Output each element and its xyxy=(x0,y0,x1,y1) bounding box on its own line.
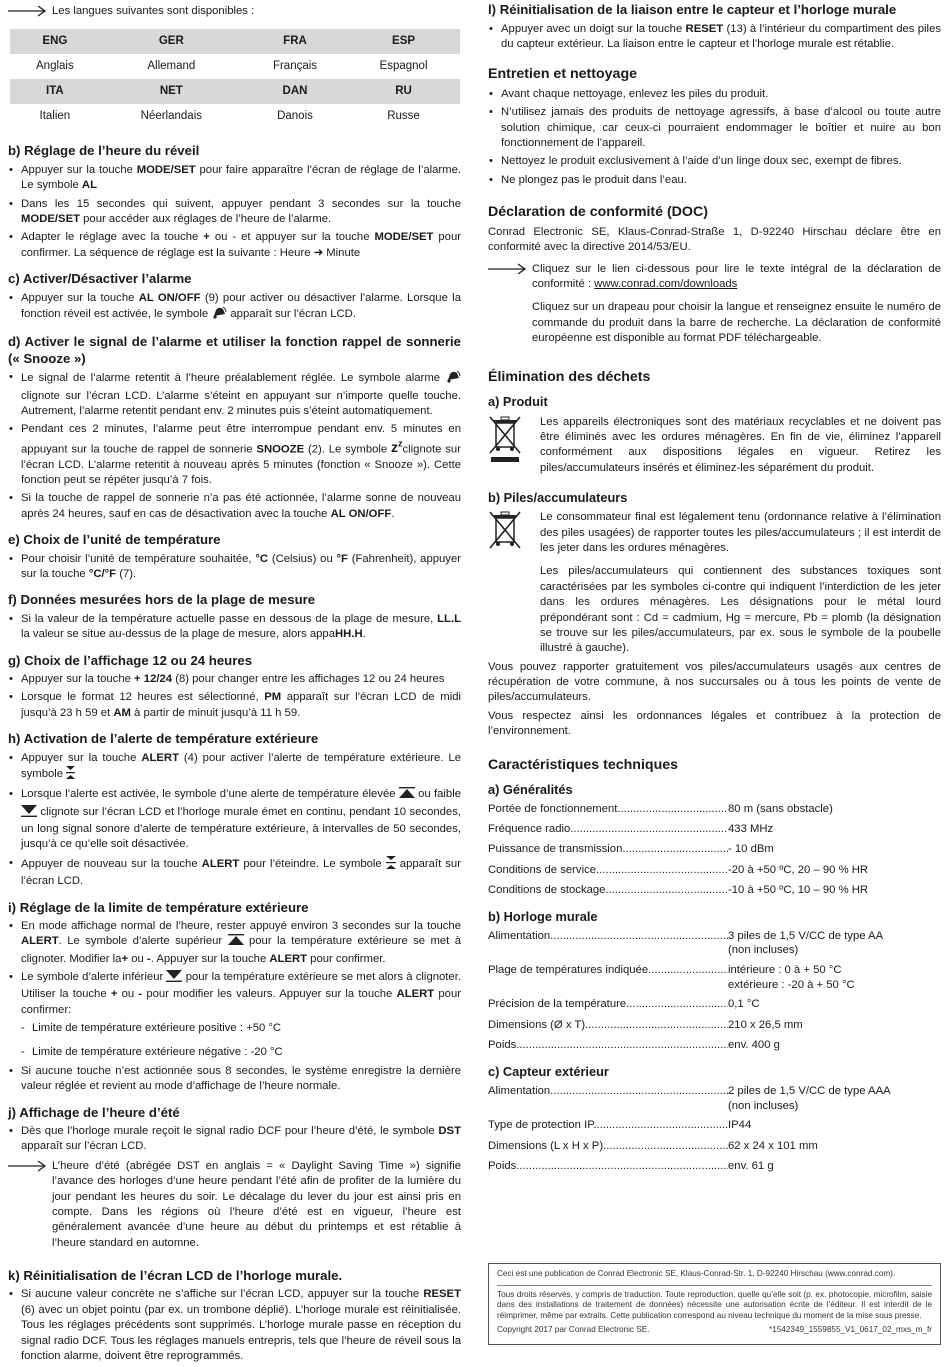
spec-row: Conditions de stockage ..... -10 à +50 ºC, 10 – 90 % HR xyxy=(488,883,941,898)
spec-row: Dimensions (Ø x T) ..... 210 x 26,5 mm xyxy=(488,1018,941,1033)
lang-code: DAN xyxy=(243,79,347,104)
disposal-p1: Vous pouvez rapporter gratuitement vos piles/accumulateurs usagés aux centres de récupération de votre commune, à nos succursales ou à tous les points de vente de piles/accumulateurs. xyxy=(488,660,941,704)
lower-alert-icon xyxy=(166,970,182,987)
lang-name: Néerlandais xyxy=(140,110,202,123)
lang-code: ENG xyxy=(10,29,100,54)
section-d-title: d) Activer le signal de l’alarme et utiliser la fonction rappel de sonnerie (« Snooze ») xyxy=(8,334,461,366)
section-i-list xyxy=(8,919,461,1018)
list-item: • Si aucune touche n’est actionnée sous 8 secondes, le système enregistre la dernière valeur réglée et revient au mode d’affichage de l’heure normale. xyxy=(8,1064,461,1095)
crossed-bin-icon xyxy=(488,510,540,555)
lang-name: Russe xyxy=(387,110,420,123)
specs-clock-title: b) Horloge murale xyxy=(488,909,598,925)
temperature-alert-icon xyxy=(386,856,396,874)
list-item: • Si la touche de rappel de sonnerie n’a pas été actionnée, l’alarme sonne de nouveau après 24 heures, sauf en cas de désactivation avec la touche AL ON/OFF. xyxy=(8,491,461,522)
high-temperature-alert-icon xyxy=(399,787,415,804)
list-item: • Le signal de l’alarme retentit à l’heure préalablement réglée. Le symbole alarme clignote sur l’écran LCD. L’alarme s’éteint en appuyant sur n’importe quelle touche. Autrement, l’alarme retentit pendant env. 2 minutes puis s’éteint automatiquement. xyxy=(8,370,461,419)
list-item: • Pour choisir l’unité de température souhaitée, °C (Celsius) ou °F (Fahrenheit), appuyer sur la touche °C/°F (7). xyxy=(8,552,461,583)
low-temperature-alert-icon xyxy=(21,805,37,822)
spec-row: Alimentation ..... 2 piles de 1,5 V/CC de type AAA (non incluses) xyxy=(488,1084,941,1113)
disposal-a-title: a) Produit xyxy=(488,394,548,410)
list-item: • Appuyer avec un doigt sur la touche RESET (13) à l’intérieur du compartiment des piles du capteur extérieur. La liaison entre le capteur et l’horloge murale est rétablie. xyxy=(488,22,941,53)
section-j-title: j) Affichage de l’heure d’été xyxy=(8,1104,180,1120)
section-i-limits xyxy=(8,1021,461,1060)
snooze-icon: $z^z$ xyxy=(391,438,403,456)
language-table xyxy=(10,29,460,129)
doc-note-body xyxy=(532,262,941,350)
temperature-alert-icon xyxy=(66,766,75,784)
list-item: • Lorsque l’alerte est activée, le symbole d’une alerte de température élevée ou faible clignote sur l’écran LCD et l’horloge murale émet en continu, pendant 10 secondes, un long signal sonore d’alerte de température extérieure, à intervalles de 50 secondes, jusqu’à ce qu’elle soit désactivée. xyxy=(8,787,461,852)
publication-footer xyxy=(488,1263,941,1345)
list-item: • Dès que l’horloge murale reçoit le signal radio DCF pour l’heure d’été, le symbole DST apparaît sur l’écran LCD. xyxy=(8,1124,461,1155)
footer-code: *1542349_1559855_V1_0617_02_mxs_m_fr xyxy=(769,1325,932,1334)
footer-bottom xyxy=(497,1325,932,1336)
dst-note xyxy=(8,1159,461,1254)
disposal-p2: Vous respectez ainsi les ordonnances légales et contribuez à la protection de l’environnement. xyxy=(488,709,941,738)
section-e-list xyxy=(8,552,461,583)
spec-row: Portée de fonctionnement ..... 80 m (sans obstacle) xyxy=(488,802,941,817)
specs-general-title: a) Généralités xyxy=(488,782,573,798)
disposal-batteries xyxy=(488,510,941,659)
list-item: - Limite de température extérieure positive : +50 °C xyxy=(8,1021,461,1036)
doc-text: Conrad Electronic SE, Klaus-Conrad-Straße 1, D-92240 Hirschau déclare être en conformité avec la directive 2014/53/EU. xyxy=(488,225,941,254)
upper-alert-icon xyxy=(228,934,244,951)
lang-name: Espagnol xyxy=(379,60,428,73)
disposal-b-text1: Le consommateur final est légalement tenu (ordonnance relative à l’élimination des piles usagées) de rapporter toutes les piles/accumulateurs ; il est interdit de les jeter dans les ordures ménagères. xyxy=(540,511,941,555)
spec-row: Poids ..... env. 400 g xyxy=(488,1038,941,1053)
section-f-title: f) Données mesurées hors de la plage de mesure xyxy=(8,592,316,608)
alarm-bell-icon xyxy=(211,306,227,324)
list-item: • Si la valeur de la température actuelle passe en dessous de la plage de mesure, LL.L la valeur se situe au-dessus de la plage de mesure, alors appaHH.H. xyxy=(8,612,461,643)
specs-general xyxy=(488,802,941,899)
lang-code: RU xyxy=(347,79,460,104)
spec-row: Fréquence radio ..... 433 MHz xyxy=(488,822,941,837)
language-note xyxy=(8,4,461,19)
section-k-title: k) Réinitialisation de l’écran LCD de l’horloge murale. xyxy=(8,1267,343,1283)
doc-note-2: Cliquez sur un drapeau pour choisir la langue et renseignez ensuite le numéro de commande du produit dans la barre de recherche. La déclaration de conformité européenne est disponible au format PDF téléchargeable. xyxy=(532,301,941,345)
section-c-title: c) Activer/Désactiver l’alarme xyxy=(8,271,192,287)
section-e-title: e) Choix de l’unité de température xyxy=(8,532,221,548)
spec-row: Alimentation ..... 3 piles de 1,5 V/CC de type AA (non incluses) xyxy=(488,929,941,958)
list-item: • En mode affichage normal de l’heure, rester appuyé environ 3 secondes sur la touche ALERT. Le symbole d’alerte supérieur pour la température extérieure se met à clignoter. Modifier la+ ou -. Appuyer sur la touche ALERT pour confirmer. xyxy=(8,919,461,967)
section-k-list xyxy=(8,1287,461,1364)
doc-note-1: Cliquez sur le lien ci-dessous pour lire le texte intégral de la déclaration de conformité : www.conrad.com/downloads xyxy=(532,262,941,290)
disposal-product xyxy=(488,415,941,479)
list-item: • N’utilisez jamais des produits de nettoyage agressifs, à base d’alcool ou toute autre solution chimique, car ceux-ci pourraient endommager le boîtier et nuire au bon fonctionnement de l’appareil. xyxy=(488,105,941,151)
lang-name: Italien xyxy=(39,110,71,123)
downloads-link[interactable]: www.conrad.com/downloads xyxy=(594,277,738,290)
lang-code: FRA xyxy=(243,29,347,54)
spec-row: Puissance de transmission ..... - 10 dBm xyxy=(488,842,941,857)
list-item: • Appuyer sur la touche + 12/24 (8) pour changer entre les affichages 12 ou 24 heures xyxy=(8,672,461,687)
specs-sensor-title: c) Capteur extérieur xyxy=(488,1064,609,1080)
lang-name: Français xyxy=(272,60,318,73)
arrow-icon xyxy=(488,262,532,275)
list-item: • Nettoyez le produit exclusivement à l’aide d’un linge doux sec, exempt de fibres. xyxy=(488,154,941,169)
maintenance-list xyxy=(488,87,941,188)
specs-clock xyxy=(488,929,941,1054)
list-item: • Appuyer sur la touche ALERT (4) pour activer l’alerte de température extérieure. Le symbole xyxy=(8,751,461,785)
spec-row: Plage de températures indiquée ..... intérieure : 0 à + 50 °C extérieure : -20 à + 50 °C xyxy=(488,963,941,992)
lang-code: ITA xyxy=(10,79,100,104)
specs-sensor xyxy=(488,1084,941,1174)
section-h-list xyxy=(8,751,461,890)
lang-code: ESP xyxy=(347,29,460,54)
list-item: • Adapter le réglage avec la touche + ou - et appuyer sur la touche MODE/SET pour confirmer. La séquence de réglage est la suivante : Heure ➜ Minute xyxy=(8,230,461,261)
footer-divider xyxy=(497,1285,932,1286)
list-item: • Le symbole d’alerte inférieur pour la température extérieure se met alors à clignoter. Utiliser la touche + ou - pour modifier les valeurs. Appuyer sur la touche ALERT pour confirmer: xyxy=(8,970,461,1018)
maintenance-title: Entretien et nettoyage xyxy=(488,66,637,83)
section-i-list-end xyxy=(8,1064,461,1095)
section-j-list xyxy=(8,1124,461,1155)
spec-row: Poids ..... env. 61 g xyxy=(488,1159,941,1174)
disposal-title: Élimination des déchets xyxy=(488,369,651,386)
arrow-icon xyxy=(8,4,52,17)
disposal-b-text2: Les piles/accumulateurs qui contiennent des substances toxiques sont caractérisées par les symboles ci-contre qui indiquent l’interdiction de les jeter dans les ordures ménagères. Les désignations pour le métal lourd prépondérant sont : Cd = cadmium, Hg = mercure, Pb = plomb (la désignation se trouve sur les piles/accumulateurs, par ex. sous le symbole de la poubelle illustré à gauche). xyxy=(540,565,941,655)
arrow-icon xyxy=(8,1159,52,1172)
footer-rights: Tous droits réservés, y compris de traduction. Toute reproduction, quelle qu’elle soit (p. ex. photocopie, microfilm, saisie dans des installations de traitement de données) nécessite une autorisation écrite de l’éditeur. Il est interdit de le réimprimer, même par extraits. Cette publication correspond au niveau technique du moment de la mise sous presse. xyxy=(497,1289,932,1320)
footer-publisher: Ceci est une publication de Conrad Electronic SE, Klaus-Conrad-Str. 1, D-92240 Hirschau (www.conrad.com). xyxy=(497,1269,896,1278)
left-column xyxy=(8,0,461,1367)
doc-title: Déclaration de conformité (DOC) xyxy=(488,204,708,221)
section-i-title: i) Réglage de la limite de température extérieure xyxy=(8,899,309,915)
right-column xyxy=(488,0,941,1179)
list-item: • Ne plongez pas le produit dans l’eau. xyxy=(488,173,941,188)
section-c-list xyxy=(8,291,461,325)
list-item: • Appuyer sur la touche AL ON/OFF (9) pour activer ou désactiver l’alarme. Lorsque la fonction réveil est activée, le symbole apparaît sur l’écran LCD. xyxy=(8,291,461,325)
alarm-bell-icon xyxy=(445,370,461,388)
footer-copyright: Copyright 2017 par Conrad Electronic SE. xyxy=(497,1325,650,1334)
disposal-a-text: Les appareils électroniques sont des matériaux recyclables et ne doivent pas être éliminés avec les ordures ménagères. En fin de vie, éliminez l’appareil conformément aux dispositions légales en vigueur. Retirez les piles/accumulateurs insérés et éliminez-les séparément du produit. xyxy=(540,415,941,474)
section-g-list xyxy=(8,672,461,721)
section-h-title: h) Activation de l’alerte de température extérieure xyxy=(8,731,319,747)
doc-note xyxy=(488,262,941,350)
section-l-list xyxy=(488,22,941,53)
lang-code: NET xyxy=(100,79,243,104)
section-g-title: g) Choix de l’affichage 12 ou 24 heures xyxy=(8,652,253,668)
disposal-b-body xyxy=(540,510,941,659)
disposal-b-title: b) Piles/accumulateurs xyxy=(488,489,628,505)
section-d-list xyxy=(8,370,461,522)
list-item: • Appuyer de nouveau sur la touche ALERT pour l’éteindre. Le symbole apparaît sur l’écran LCD. xyxy=(8,856,461,890)
spec-row: Conditions de service ..... -20 à +50 ºC, 20 – 90 % HR xyxy=(488,863,941,878)
list-item: • Pendant ces 2 minutes, l’alarme peut être interrompue pendant env. 5 minutes en appuyant sur la touche de rappel de sonnerie SNOOZE (2). Le symbole $z^zclignote$ sur l’écran LCD. L’alarme retentit à nouveau après 5 minutes (fonction « Snooze »). Cette fonction peut se répéter jusqu’à 7 fois. xyxy=(8,422,461,488)
section-l-title: l) Réinitialisation de la liaison entre le capteur et l’horloge murale xyxy=(488,2,897,17)
list-item: • Si aucune valeur concrète ne s’affiche sur l’écran LCD, appuyer sur la touche RESET (6) avec un objet pointu (par ex. un trombone déplié). L’horloge murale est réinitialisée. Tous les réglages précédents sont supprimés. L’horloge murale passe en réception du signal radio DCF. Tous les réglages manuels entrepris, tels que l’heure de réveil sous la fonction alarme, doivent être reprogrammés. xyxy=(8,1287,461,1364)
list-item: • Lorsque le format 12 heures est sélectionné, PM apparaît sur l’écran LCD de midi jusqu’à 23 h 59 et AM à partir de minuit jusqu’à 11 h 59. xyxy=(8,690,461,721)
list-item: • Dans les 15 secondes qui suivent, appuyer pendant 3 secondes sur la touche MODE/SET pour accéder aux réglages de l’heure de l’alarme. xyxy=(8,197,461,228)
language-intro: Les langues suivantes sont disponibles : xyxy=(52,5,255,17)
lang-name: Danois xyxy=(277,110,313,123)
specs-title: Caractéristiques techniques xyxy=(488,757,679,774)
section-b-list xyxy=(8,163,461,261)
lang-code: GER xyxy=(100,29,243,54)
dst-note-text: L’heure d’été (abrégée DST en anglais = « Daylight Saving Time ») signifie l’avance des horloges d’une heure pendant l’été afin de profiter de la lumière du jour pendant les heures du soir. Le décalage du lever du jour est ainsi pris en compte. Dans les régions où l’heure d’été est en vigueur, l’heure est généralement avancée d’une heure au début du printemps et est rétablie à l’heure standard en automne. xyxy=(52,1159,461,1249)
spec-row: Type de protection IP ..... IP44 xyxy=(488,1118,941,1133)
section-f-list xyxy=(8,612,461,643)
list-item: • Appuyer sur la touche MODE/SET pour faire apparaître l’écran de réglage de l’alarme. Le symbole AL xyxy=(8,163,461,194)
lang-name: Allemand xyxy=(147,60,196,73)
spec-row: Dimensions (L x H x P) ..... 62 x 24 x 101 mm xyxy=(488,1139,941,1154)
section-b-title: b) Réglage de l’heure du réveil xyxy=(8,143,200,159)
crossed-bin-icon xyxy=(488,415,540,468)
list-item: • Avant chaque nettoyage, enlevez les piles du produit. xyxy=(488,87,941,102)
spec-row: Précision de la température ..... 0,1 °C xyxy=(488,997,941,1012)
list-item: - Limite de température extérieure négative : -20 °C xyxy=(8,1045,461,1060)
lang-name: Anglais xyxy=(36,60,74,73)
